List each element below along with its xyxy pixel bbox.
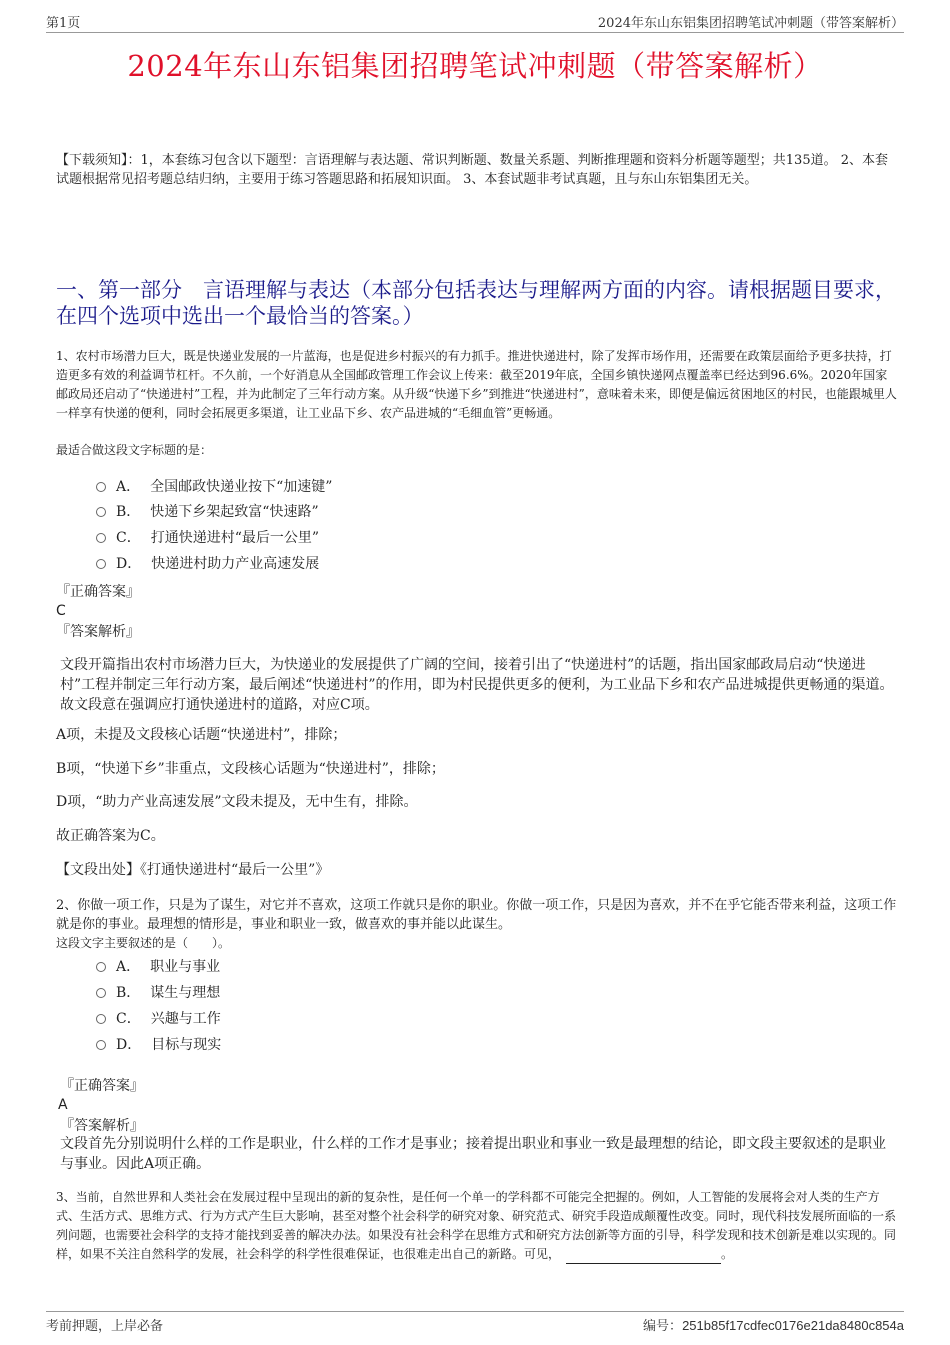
q2-stem: 2、你做一项工作，只是为了谋生，对它并不喜欢，这项工作就只是你的职业。你做一项工作，只是因为喜欢，并不在乎它能否带来利益，这项工作就是你的事业。最理想的情形是，事业和职业一致，做喜欢的事并能以此谋生。 (56, 898, 897, 932)
radio-icon (96, 533, 106, 543)
q2-option-c-letter: C． (116, 1011, 141, 1027)
section-heading: 一、第一部分 言语理解与表达（本部分包括表达与理解两方面的内容。请根据题目要求，在四个选项中选出一个最恰当的答案。） (56, 278, 896, 328)
q1-analysis-label: 『答案解析』 (56, 624, 140, 640)
q2-option-b[interactable] (96, 983, 220, 1003)
q2-option-d-text: 目标与现实 (151, 1037, 222, 1053)
q2-option-c-text: 兴趣与工作 (150, 1011, 221, 1027)
q2-option-a[interactable] (96, 957, 220, 977)
footer-code (643, 1315, 904, 1334)
document-title: 2024年东山东铝集团招聘笔试冲刺题（带答案解析） (127, 49, 823, 83)
q1-option-d[interactable] (96, 554, 319, 574)
q1-conclusion: 故正确答案为C。 (56, 828, 165, 844)
q2-option-b-letter: B． (116, 985, 141, 1001)
radio-icon (96, 507, 106, 517)
q1-note-a: A项，未提及文段核心话题“快递进村”，排除； (56, 727, 347, 743)
q1-answer-label: 『正确答案』 (56, 584, 140, 600)
radio-icon (96, 962, 106, 972)
radio-icon (96, 1014, 106, 1024)
page-number: 第1页 (46, 16, 81, 31)
footer-slogan: 考前押题，上岸必备 (46, 1319, 164, 1334)
footer-code-label: 编号： (643, 1319, 683, 1334)
q3-stem (56, 1188, 898, 1264)
download-notice: 【下载须知】：1，本套练习包含以下题型：言语理解与表达题、常识判断题、数量关系题、判断推理题和资料分析题等题型；共135道。 2、本套试题根据常见招考题总结归纳，主要用于练习答题思路和拓展知识面。 3、本套试题非考试真题，且与东山东铝集团无关。 (56, 153, 888, 187)
q1-option-b[interactable] (96, 502, 319, 522)
q2-option-d-letter: D． (116, 1037, 142, 1053)
q3-stem-text: 3、当前，自然世界和人类社会在发展过程中呈现出的新的复杂性，是任何一个单一的学科都不可能完全把握的。例如，人工智能的发展将会对人类的生产方式、生活方式、思维方式、行为方式产生巨大影响，甚至对整个社会科学的研究对象、研究范式、研究手段造成颠覆性改变。同时，现代科技发展所面临的一系列问题，也需要社会科学的支持才能找到妥善的解决办法。如果没有社会科学在思维方式和研究方法创新等方面的引导，科学发现和技术创新是难以实现的。同样，如果不关注自然科学的发展，社会科学的科学性很难保证，也很难走出自己的新路。可见， (56, 1190, 897, 1261)
q2-analysis-label: 『答案解析』 (60, 1118, 144, 1134)
q2-option-a-letter: A． (116, 959, 141, 975)
radio-icon (96, 1040, 106, 1050)
q1-source: 【文段出处】《打通快递进村“最后一公里”》 (56, 862, 330, 878)
header-rule (46, 32, 904, 33)
q3-answer-blank[interactable] (566, 1251, 721, 1264)
q2-option-b-text: 谋生与理想 (150, 985, 221, 1001)
q1-analysis: 文段开篇指出农村市场潜力巨大，为快递业的发展提供了广阔的空间，接着引出了“快递进村”的话题，指出国家邮政局启动“快递进村”工程并制定三年行动方案，最后阐述“快递进村”的作用，即为村民提供更多的便利，为工业品下乡和农产品进城提供更畅通的渠道。故文段意在强调应打通快递进村的道路，对应C项。 (60, 657, 894, 713)
q2-option-a-text: 职业与事业 (150, 959, 221, 975)
q1-stem: 1、农村市场潜力巨大，既是快递业发展的一片蓝海，也是促进乡村振兴的有力抓手。推进快递进村，除了发挥市场作用，还需要在政策层面给予更多扶持，打造更多有效的利益调节杠杆。不久前，一个好消息从全国邮政管理工作会议上传来：截至2019年底，全国乡镇快递网点覆盖率已经达到96.6%。2020年国家邮政局还启动了“快递进村”工程，并为此制定了三年行动方案。从升级“快递下乡”到推进“快递进村”，意味着未来，即便是偏远贫困地区的村民，也能跟城里人一样享有快递的便利，同时会拓展更多渠道，让工业品下乡、农产品进城的“毛细血管”更畅通。 (56, 349, 897, 420)
q3-stem-end: 。 (721, 1247, 734, 1261)
running-title: 2024年东山东铝集团招聘笔试冲刺题（带答案解析） (597, 16, 904, 31)
radio-icon (96, 559, 106, 569)
q1-note-d: D项，“助力产业高速发展”文段未提及，无中生有，排除。 (56, 794, 418, 810)
radio-icon (96, 482, 106, 492)
q2-option-d[interactable] (96, 1035, 221, 1055)
radio-icon (96, 988, 106, 998)
q2-answer: A (58, 1097, 68, 1113)
q1-note-b: B项，“快递下乡”非重点，文段核心话题为“快递进村”，排除； (56, 761, 445, 777)
q1-option-d-text: 快递进村助力产业高速发展 (151, 556, 320, 572)
q1-option-b-text: 快递下乡架起致富“快速路” (150, 504, 319, 520)
q1-option-c-text: 打通快递进村“最后一公里” (150, 530, 320, 546)
q1-option-c[interactable] (96, 528, 319, 548)
q1-option-d-letter: D． (116, 556, 142, 572)
q2-analysis: 文段首先分别说明什么样的工作是职业，什么样的工作才是事业；接着提出职业和事业一致是最理想的结论，即文段主要叙述的是职业与事业。因此A项正确。 (60, 1136, 886, 1172)
q1-option-a-letter: A． (116, 479, 141, 495)
q2-answer-label: 『正确答案』 (60, 1078, 144, 1094)
q2-prompt: 这段文字主要叙述的是（ ）。 (56, 936, 231, 950)
q1-option-a-text: 全国邮政快递业按下“加速键” (150, 479, 333, 495)
q1-option-a[interactable] (96, 477, 332, 497)
q1-prompt: 最适合做这段文字标题的是： (56, 443, 213, 457)
q1-option-b-letter: B． (116, 504, 141, 520)
q1-option-c-letter: C． (116, 530, 141, 546)
q1-answer: C (56, 603, 66, 619)
q2-option-c[interactable] (96, 1009, 221, 1029)
footer-rule (46, 1311, 904, 1312)
footer-code-value: 251b85f17cdfec0176e21da8480c854a (682, 1318, 904, 1333)
